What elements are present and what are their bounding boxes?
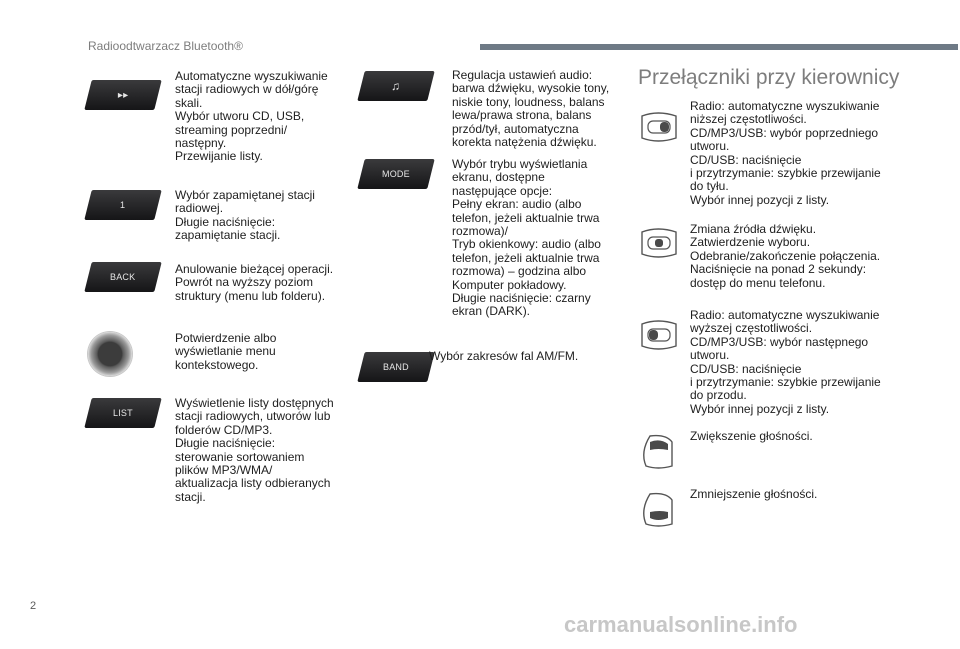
steering-switch-up-icon	[636, 316, 682, 356]
col1-text-5: Wyświetlenie listy dostępnych stacji radiowych, utworów lub folderów CD/MP3. Długie naciśnięcie: sterowanie sortowaniem plików MP3/WMA/ aktualizacja listy odbieranych stacji.	[175, 396, 334, 504]
col3-text-2: Zmiana źródła dźwięku. Zatwierdzenie wyboru. Odebranie/zakończenie połączenia. Naciśnięcie na ponad 2 sekundy: dostęp do menu telefonu.	[690, 222, 881, 290]
list-button[interactable]	[84, 398, 161, 428]
music-note-icon: ♫	[391, 79, 401, 93]
col3-text-5: Zmniejszenie głośności.	[690, 487, 818, 501]
audio-settings-button[interactable]	[357, 71, 434, 101]
back-button[interactable]	[84, 262, 161, 292]
fast-forward-icon: ▸▸	[117, 89, 129, 101]
list-button-label: LIST	[113, 408, 133, 418]
col1-text-1: Automatyczne wyszukiwanie stacji radiowych w dół/górę skali. Wybór utworu CD, USB, streaming poprzedni/ następny. Przewijanie listy.	[175, 69, 328, 164]
rotary-knob[interactable]	[88, 332, 132, 376]
col1-text-4: Potwierdzenie albo wyświetlanie menu kontekstowego.	[175, 331, 277, 372]
band-button[interactable]	[357, 352, 434, 382]
section-title: Przełączniki przy kierownicy	[638, 66, 900, 89]
col3-text-3: Radio: automatyczne wyszukiwanie wyższej częstotliwości. CD/MP3/USB: wybór następnego utworu. CD/USB: naciśnięcie i przytrzymanie: szybkie przewijanie do przodu. Wybór innej pozycji z listy.	[690, 308, 881, 416]
mode-button[interactable]	[357, 159, 434, 189]
fast-forward-button[interactable]	[84, 80, 161, 110]
col2-text-2: Wybór trybu wyświetlania ekranu, dostępne następujące opcje: Pełny ekran: audio (albo telefon, jeżeli aktualnie trwa rozmowa)/ Tryb okienkowy: audio (albo telefon, jeżeli aktualnie trwa rozmowa) – godzina albo Komputer pokładowy. Długie naciśnięcie: czarny ekran (DARK).	[452, 157, 601, 319]
page-number: 2	[30, 600, 37, 612]
col3-text-1: Radio: automatyczne wyszukiwanie niższej częstotliwości. CD/MP3/USB: wybór poprzedniego utworu. CD/USB: naciśnięcie i przytrzymanie: szybkie przewijanie do tyłu. Wybór innej pozycji z listy.	[690, 99, 881, 207]
col3-text-4: Zwiększenie głośności.	[690, 429, 813, 443]
back-button-label: BACK	[110, 272, 136, 282]
col2-text-1: Regulacja ustawień audio: barwa dźwięku, wysokie tony, niskie tony, loudness, balans lewa/prawa strona, balans przód/tył, automatyczna korekta natężenia dźwięku.	[452, 68, 610, 150]
mode-button-label: MODE	[382, 169, 410, 179]
band-button-label: BAND	[383, 362, 409, 372]
volume-up-switch-icon	[636, 432, 682, 472]
steering-switch-down-icon	[636, 108, 682, 148]
volume-down-switch-icon	[636, 490, 682, 530]
header-title: Radioodtwarzacz Bluetooth®	[88, 39, 243, 53]
watermark: carmanualsonline.info	[564, 612, 798, 637]
preset-button-label: 1	[120, 200, 126, 210]
steering-switch-source-icon	[636, 224, 682, 264]
col1-text-3: Anulowanie bieżącej operacji. Powrót na wyższy poziom struktury (menu lub folderu).	[175, 262, 334, 303]
preset-button[interactable]	[84, 190, 161, 220]
header-bar	[480, 44, 958, 50]
col1-text-2: Wybór zapamiętanej stacji radiowej. Długie naciśnięcie: zapamiętanie stacji.	[175, 188, 315, 243]
col2-text-3: Wybór zakresów fal AM/FM.	[429, 349, 579, 363]
